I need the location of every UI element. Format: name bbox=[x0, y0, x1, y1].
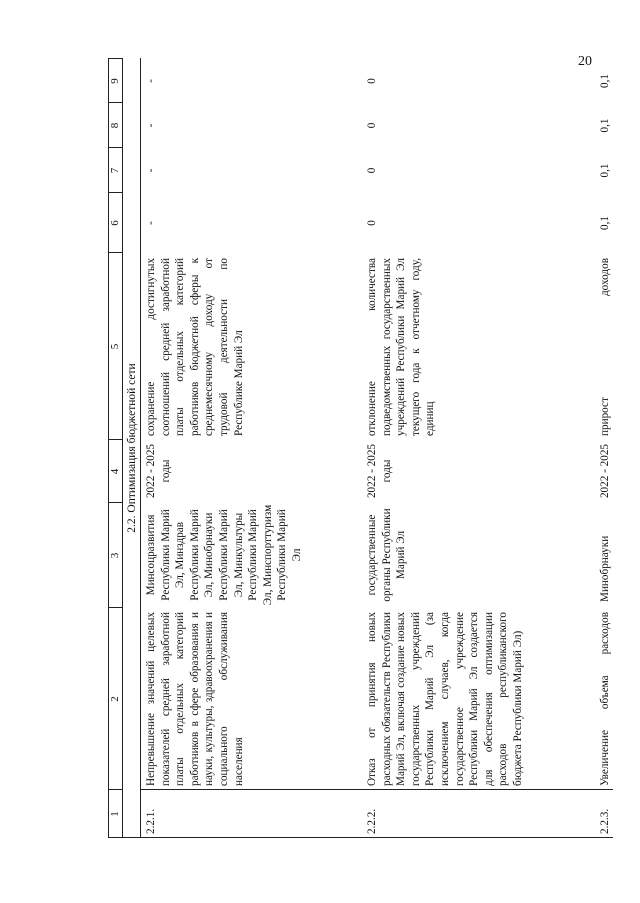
col-header-3: 3 bbox=[109, 552, 121, 559]
row-1-c7: - bbox=[145, 168, 157, 173]
row-1-c9: - bbox=[145, 79, 157, 83]
row-2-executor: государственные органы Республики Марий Эл bbox=[366, 508, 408, 602]
row-3-num: 2.2.3. bbox=[599, 808, 611, 834]
row-1-measure: Непревышение значений целевых показателей средней заработной платы отдельных категорий работников в сфере образования и науки, культуры, здравоохранения и социального обслуживания населения bbox=[145, 612, 245, 786]
col-header-8: 8 bbox=[109, 122, 121, 129]
row-3-c6: 0,1 bbox=[599, 216, 611, 230]
row-1-num: 2.2.1. bbox=[145, 808, 157, 834]
col-header-2: 2 bbox=[109, 696, 121, 702]
row-1-executor: Минсоцразвития Республики Марий Эл, Минздрав Республики Марий Эл, Минобрнауки Республики Марий Эл, Минкультуры Республики Марий Эл, Минспорттуризм Республики Марий Эл bbox=[145, 504, 303, 606]
row-2-num: 2.2.2. bbox=[366, 808, 378, 834]
row-2-c6: 0 bbox=[366, 220, 378, 226]
row-2-period: 2022 - 2025 годы bbox=[366, 443, 393, 499]
row-3-c9: 0,1 bbox=[599, 74, 611, 88]
row-2-indicator: отклонение количества подведомственных государственных учреждений Республики Марий Эл текущего года к отчетному году, единиц bbox=[366, 258, 437, 436]
row-1-period: 2022 - 2025 годы bbox=[145, 443, 172, 499]
row-3-measure: Увеличение объема расходов bbox=[599, 612, 611, 786]
row-1-c8: - bbox=[145, 123, 157, 128]
page-number: 20 bbox=[578, 54, 592, 69]
col-header-4: 4 bbox=[109, 468, 121, 475]
row-3-c8: 0,1 bbox=[599, 118, 611, 133]
col-header-6: 6 bbox=[109, 220, 121, 226]
rotated-table bbox=[108, 58, 613, 838]
row-2-c7: 0 bbox=[366, 167, 378, 174]
row-3-executor: Минобрнауки bbox=[599, 535, 611, 602]
col-header-5: 5 bbox=[109, 343, 121, 350]
row-3-indicator: прирост доходов bbox=[599, 258, 611, 436]
col-header-1: 1 bbox=[109, 811, 121, 817]
row-3-c7: 0,1 bbox=[599, 163, 611, 178]
row-3-period: 2022 - 2025 bbox=[599, 443, 611, 499]
col-header-9: 9 bbox=[109, 78, 121, 84]
row-2-measure: Отказ от принятия новых расходных обязательств Республики Марий Эл, включая создание новых государственных учреждений Республики Марий Эл (за исключением случаев, когда государственное учреждение Республики Марий Эл создается для обеспечения оптимизации расходов республиканского бюджета Республики Марий Эл) bbox=[366, 612, 524, 786]
section-title: 2.2. Оптимизация бюджетной сети bbox=[126, 363, 138, 533]
row-1-indicator: сохранение достигнутых соотношений средней заработной платы отдельных категорий работников бюджетной сферы к среднемесячному доходу от трудовой деятельности по Республике Марий Эл bbox=[145, 258, 245, 436]
row-1-c6: - bbox=[145, 221, 157, 225]
col-header-7: 7 bbox=[109, 167, 121, 174]
budget-table bbox=[108, 58, 613, 838]
row-2-c8: 0 bbox=[366, 122, 378, 129]
row-2-c9: 0 bbox=[366, 78, 378, 84]
